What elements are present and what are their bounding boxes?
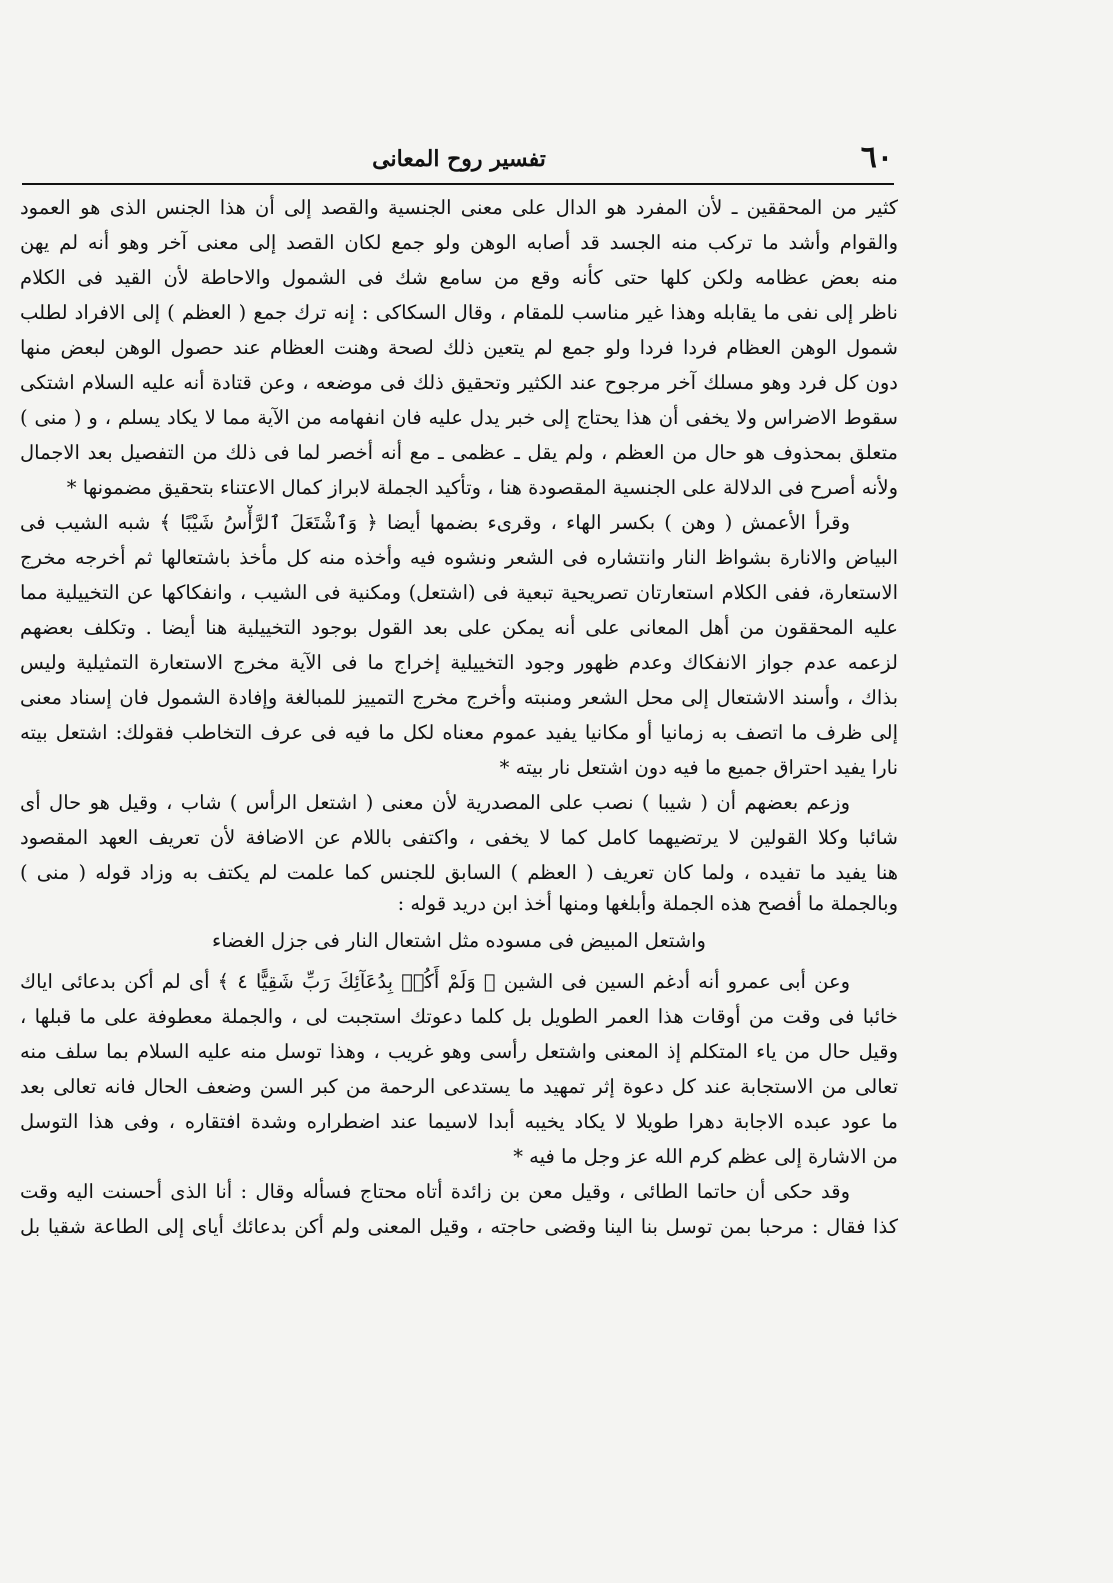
text-line: نارا يفيد احتراق جميع ما فيه دون اشتعل نار بيته * (499, 756, 898, 779)
text-line: وعن أبى عمرو أنه أدغم السين فى الشين ﴿ وَلَمْ أَكُنۢ بِدُعَآئِكَ رَبِّ شَقِيًّا ٤ ﴾ أى لم أكن بدعائى اياك (20, 970, 850, 993)
page-number: ٦٠ (860, 140, 893, 175)
text-line: منه بعض عظامه ولكن كلها حتى كأنه وقع من سامع شك فى الشمول والاحاطة لأن القيد فى الكلام (20, 266, 898, 289)
text-line: من الاشارة إلى عظم كرم الله عز وجل ما فيه * (513, 1145, 898, 1168)
text-line: البياض والانارة بشواظ النار وانتشاره فى الشعر ونشوه فيه وأخذه منه كل مأخذ باشتعالها ثم أخرجه مخرج (20, 546, 898, 569)
text-line: هنا يفيد ما تفيده ، ولما كان تعريف ( العظم ) السابق للجنس كما علمت لم يكتف به وزاد قوله ( منى ) (20, 861, 898, 884)
text-line: الاستعارة، ففى الكلام استعارتان تصريحية تبعية فى (اشتعل) ومكنية فى الشيب ، وانفكاكها عن التخييلية مما (20, 581, 898, 604)
verse-line: واشتعل المبيض فى مسوده مثل اشتعال النار فى جزل الغضاء (212, 929, 706, 952)
text-line: كذا فقال : مرحبا بمن توسل بنا الينا وقضى حاجته ، وقيل المعنى ولم أكن بدعائك أياى إلى الطاعة شقيا بل (20, 1215, 898, 1238)
text-line: لزعمه عدم جواز الانفكاك وعدم ظهور وجود التخييلية إخراج ما فى الآية مخرج الاستعارة التمثيلية وليس (20, 651, 898, 674)
running-title: تفسير روح المعانى (372, 146, 546, 172)
text-line: وقرأ الأعمش ( وهن ) بكسر الهاء ، وقرىء بضمها أيضا ﴿ وَٱشْتَعَلَ ٱلرَّأْسُ شَيْبًا ﴾ شبه الشيب فى (20, 511, 850, 534)
text-line: والقوام وأشد ما تركب منه الجسد قد أصابه الوهن ولو جمع لكان القصد إلى معنى آخر وهو أنه لم يهن (20, 231, 898, 254)
text-line: إلى ظرف ما اتصف به زمانيا أو مكانيا يفيد عموم معناه لكل ما فيه فى عرف التخاطب فقولك: اشتعل بيته (20, 721, 898, 744)
text-line: بذاك ، وأسند الاشتعال إلى محل الشعر ومنبته وأخرج مخرج التمييز للمبالغة وإفادة الشمول فان إسناد معنى (20, 686, 898, 709)
body-text (20, 190, 898, 1244)
text-line: ما عود عبده الاجابة دهرا طويلا لا يكاد يخيبه أبدا لاسيما عند اضطراره وشدة افتقاره ، وفى هذا التوسل (20, 1110, 898, 1133)
text-line: وبالجملة ما أفصح هذه الجملة وأبلغها ومنها أخذ ابن دريد قوله : (397, 892, 898, 915)
text-line: خائبا فى وقت من أوقات هذا العمر الطويل بل كلما دعوتك استجبت لى ، والجملة معطوفة على ما قبلها ، (20, 1005, 898, 1028)
text-line: ناظر إلى نفى ما يقابله وهذا غير مناسب للمقام ، وقال السكاكى : إنه ترك جمع ( العظم ) إلى الافراد لطلب (20, 301, 898, 324)
text-line: وزعم بعضهم أن ( شيبا ) نصب على المصدرية لأن معنى ( اشتعل الرأس ) شاب ، وقيل هو حال أى (20, 791, 850, 814)
text-line: وقد حكى أن حاتما الطائى ، وقيل معن بن زائدة أتاه محتاج فسأله وقال : أنا الذى أحسنت اليه وقت (20, 1180, 850, 1203)
text-line: شائبا وكلا القولين لا يرتضيهما كامل كما لا يخفى ، واكتفى باللام عن الاضافة لأن تعريف العهد المقصود (20, 826, 898, 849)
text-line: كثير من المحققين ـ لأن المفرد هو الدال على معنى الجنسية والقصد إلى أن هذا الجنس الذى هو العمود (20, 196, 898, 219)
text-line: دون كل فرد وهو مسلك آخر مرجوح عند الكثير وتحقيق ذلك فى موضعه ، وعن قتادة أنه عليه السلام اشتكى (20, 371, 898, 394)
text-line: عليه المحققون من أهل المعانى على أنه يمكن على بعد القول بوجود التخييلية هنا أيضا . وتكلف بعضهم (20, 616, 898, 639)
text-line: تعالى من الاستجابة عند كل دعوة إثر تمهيد ما يستدعى الرحمة من كبر السن وضعف الحال فانه تعالى بعد (20, 1075, 898, 1098)
text-line: سقوط الاضراس ولا يخفى أن هذا يحتاج إلى خبر يدل عليه فان انفهامه من الآية مما لا يكاد يسلم ، و ( منى ) (20, 406, 898, 429)
page-header (25, 140, 893, 180)
header-rule (22, 183, 894, 185)
text-line: ولأنه أصرح فى الدلالة على الجنسية المقصودة هنا ، وتأكيد الجملة لابراز كمال الاعتناء بتحقيق مضمونها * (66, 476, 898, 499)
text-line: متعلق بمحذوف هو حال من العظم ، ولم يقل ـ عظمى ـ مع أنه أخصر لما فى ذلك من التفصيل بعد الاجمال (20, 441, 898, 464)
text-line: وقيل حال من ياء المتكلم إذ المعنى واشتعل رأسى وهو غريب ، وهذا توسل منه عليه السلام بما سلف منه (20, 1040, 898, 1063)
text-line: شمول الوهن العظام فردا فردا ولو جمع لم يتعين ذلك لصحة وهنت العظام عند حصول الوهن لبعض منها (20, 336, 898, 359)
